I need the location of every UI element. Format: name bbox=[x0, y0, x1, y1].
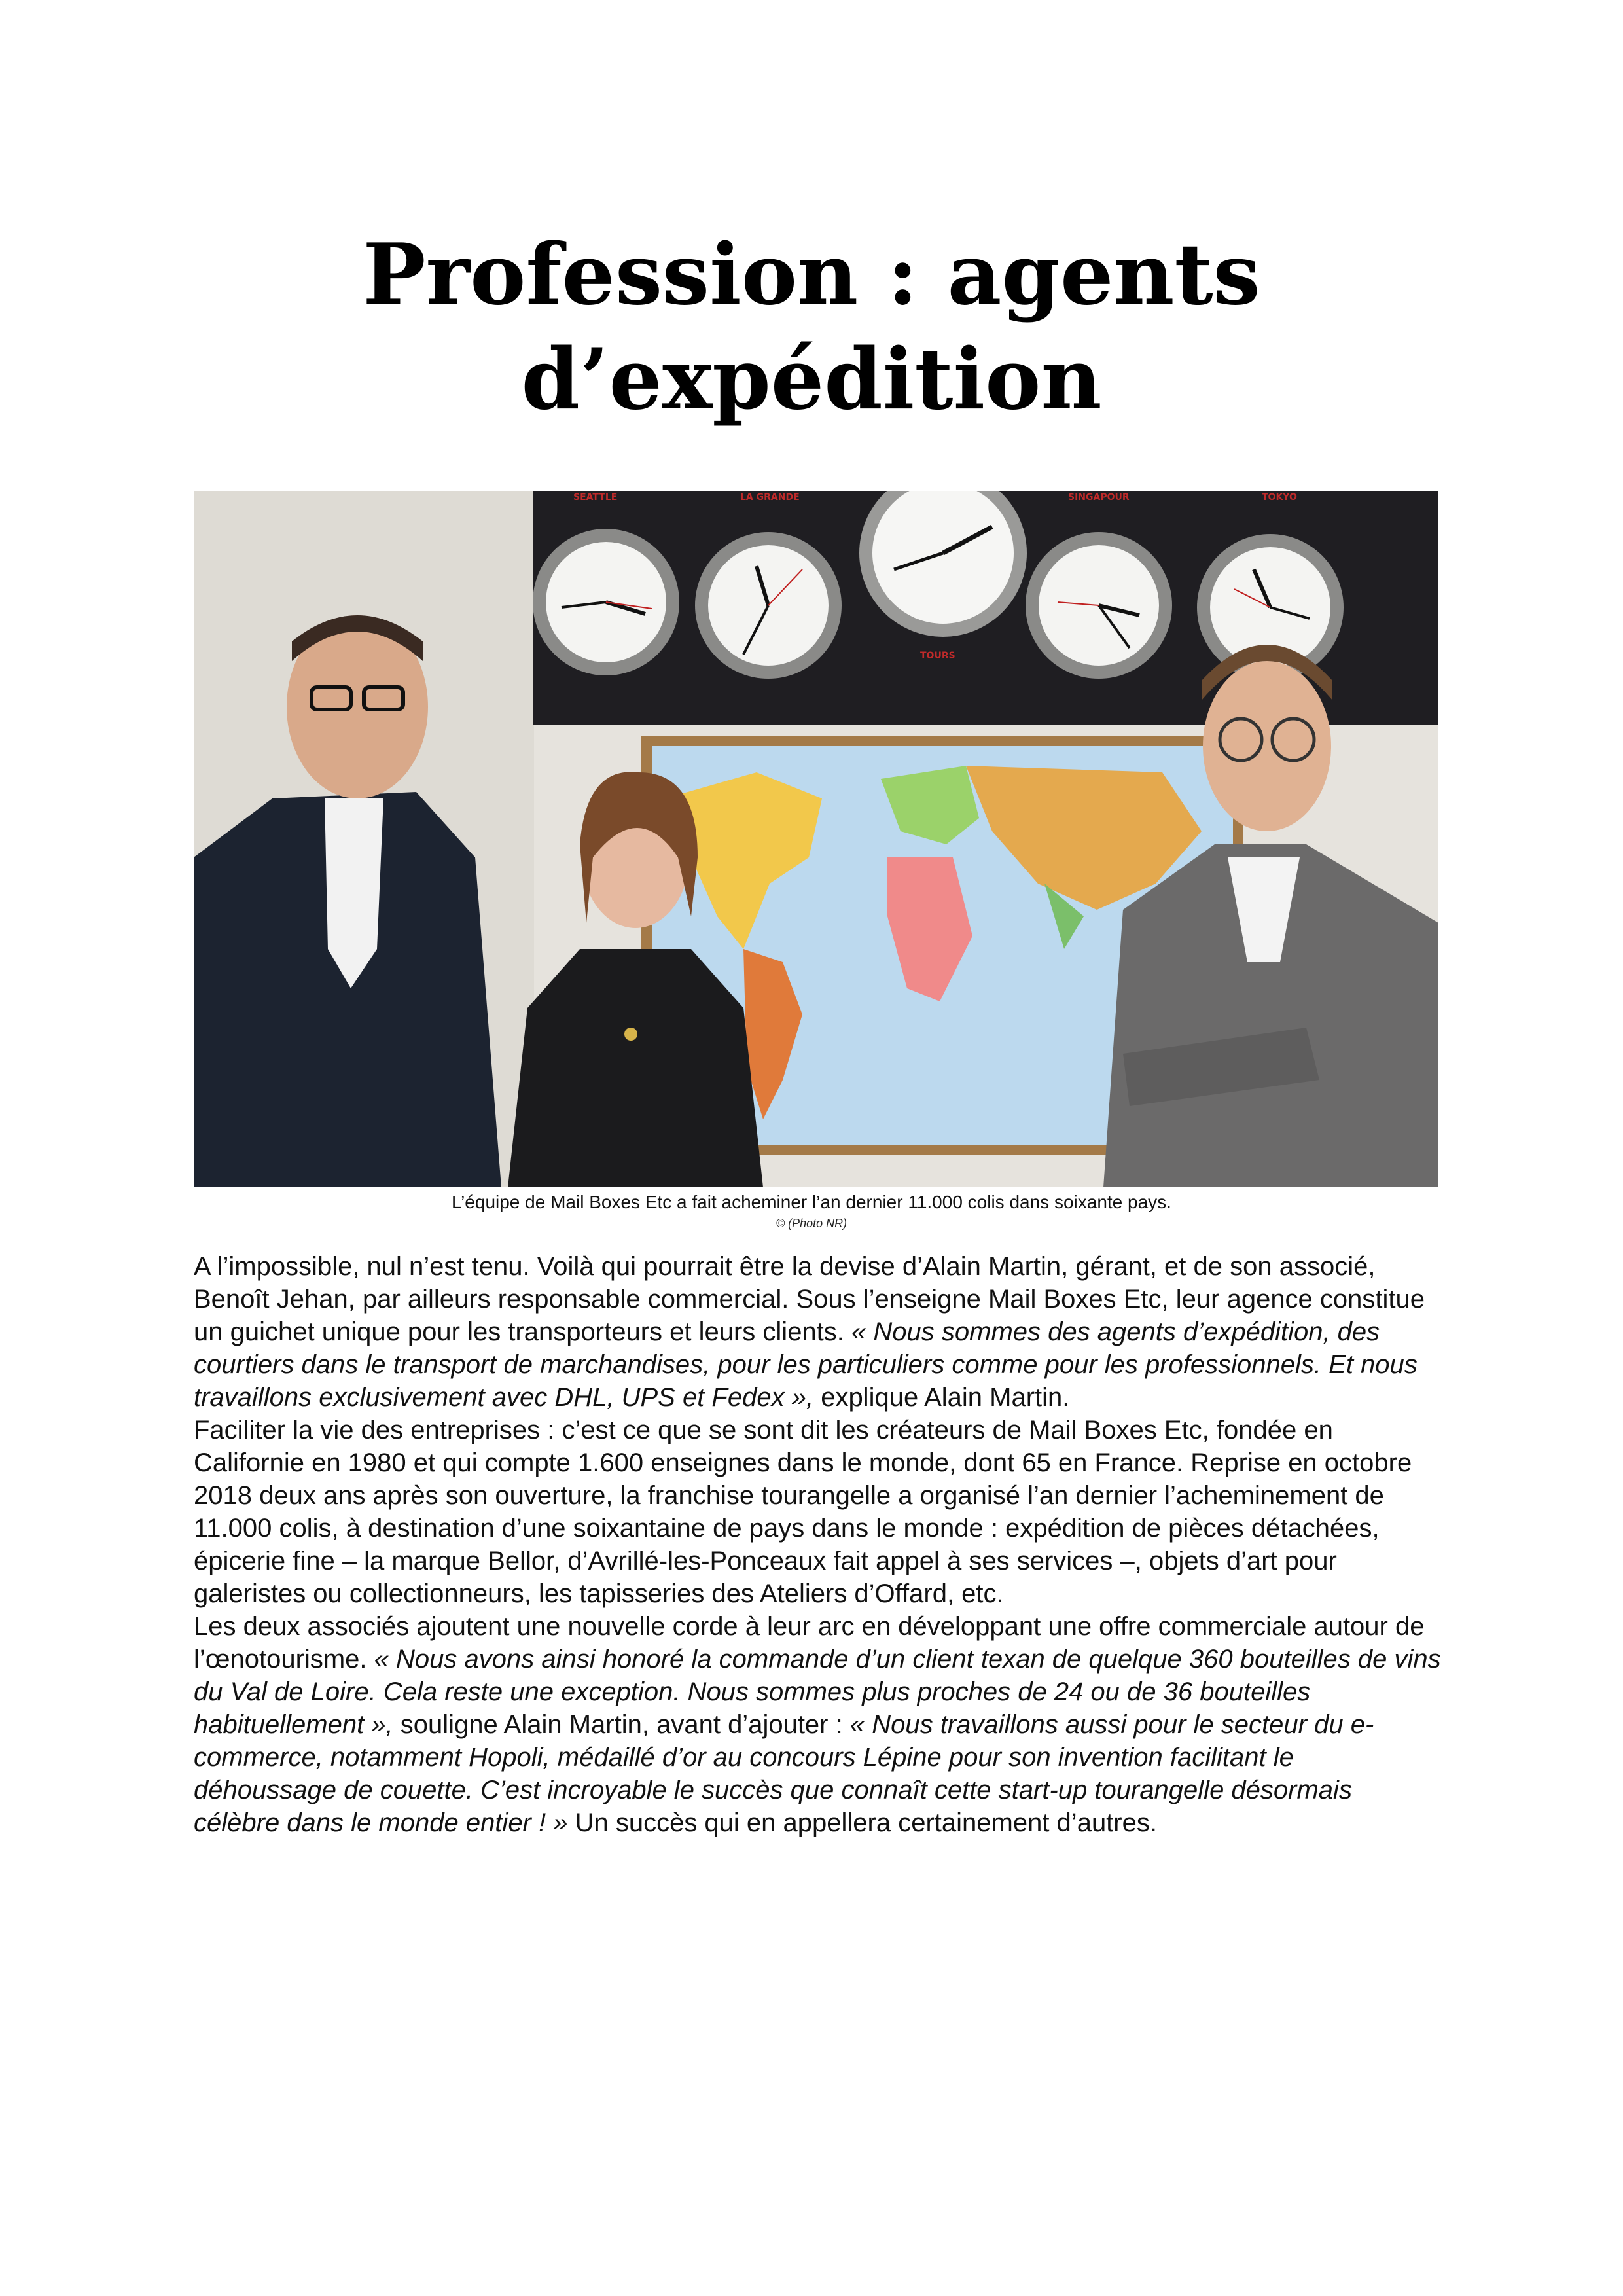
paragraph-3 bbox=[194, 1610, 1441, 1839]
paragraph-3-tail: Un succès qui en appellera certainement d’autres. bbox=[567, 1808, 1157, 1837]
paragraph-1-quote: « Nous sommes des agents d’expédition, des courtiers dans le transport de marchandises, pour les particuliers comme pour les professionnels. Et nous travaillons exclusivement avec DHL, UPS et Fedex », bbox=[194, 1318, 1418, 1412]
clock-icon bbox=[1026, 532, 1172, 679]
paragraph-3-quote-1: « Nous avons ainsi honoré la commande d’un client texan de quelque 360 bouteilles de vins du Val de Loire. Cela reste une exception. Nous sommes plus proches de 24 ou de 36 bouteilles habituellement », bbox=[194, 1645, 1441, 1739]
paragraph-1 bbox=[194, 1250, 1441, 1414]
article-title bbox=[0, 223, 1623, 432]
clock-icon bbox=[695, 532, 842, 679]
clock-label-5: TOKYO bbox=[1262, 492, 1297, 503]
paragraph-2: Faciliter la vie des entreprises : c’est ce que se sont dit les créateurs de Mail Boxes Etc, fondée en Californie en 1980 et qui compte 1.600 enseignes dans le monde, dont 65 en France. Reprise en octobre 2018 deux ans après son ouverture, la franchise tourangelle a organisé l’an dernier l’acheminement de 11.000 colis, à destination d’une soixantaine de pays dans le monde : expédition de pièces détachées, épicerie fine – la marque Bellor, d’Avrillé-les-Ponceaux fait appel à ses services –, objets d’art pour galeristes ou collectionneurs, les tapisseries des Ateliers d’Offard, etc. bbox=[194, 1416, 1412, 1608]
photo-illustration bbox=[194, 491, 1438, 1187]
clock-label-2: LA GRANDE bbox=[740, 492, 800, 503]
paragraph-3-text: Les deux associés ajoutent une nouvelle corde à leur arc en développant une offre commerciale autour de l’œnotourisme. bbox=[194, 1612, 1425, 1674]
photo-credit: © (Photo NR) bbox=[776, 1217, 847, 1230]
paragraph-3-middle: souligne Alain Martin, avant d’ajouter : bbox=[393, 1710, 850, 1739]
clock-icon bbox=[533, 529, 679, 675]
photo-caption: L’équipe de Mail Boxes Etc a fait acheminer l’an dernier 11.000 colis dans soixante pays. bbox=[452, 1192, 1171, 1212]
paragraph-1-text: A l’impossible, nul n’est tenu. Voilà qui pourrait être la devise d’Alain Martin, gérant, et de son associé, Benoît Jehan, par ailleurs responsable commercial. Sous l’enseigne Mail Boxes Etc, leur agence constitue un guichet unique pour les transporteurs et leurs clients. bbox=[194, 1252, 1425, 1346]
article-photo bbox=[194, 491, 1438, 1187]
title-line-1: Profession : agents bbox=[363, 226, 1260, 324]
clock-label-3: TOURS bbox=[920, 651, 955, 661]
clock-label-1: SEATTLE bbox=[573, 492, 618, 503]
paragraph-1-tail: explique Alain Martin. bbox=[813, 1383, 1070, 1412]
paragraph-3-quote-2: « Nous travaillons aussi pour le secteur du e-commerce, notamment Hopoli, médaillé d’or au concours Lépine pour son invention facilitant le déhoussage de couette. C’est incroyable le succès que connaît cette start-up tourangelle désormais célèbre dans le monde entier ! » bbox=[194, 1710, 1374, 1837]
article-body bbox=[194, 1250, 1441, 1839]
title-line-2: d’expédition bbox=[521, 331, 1102, 429]
clock-label-4: SINGAPOUR bbox=[1068, 492, 1130, 503]
